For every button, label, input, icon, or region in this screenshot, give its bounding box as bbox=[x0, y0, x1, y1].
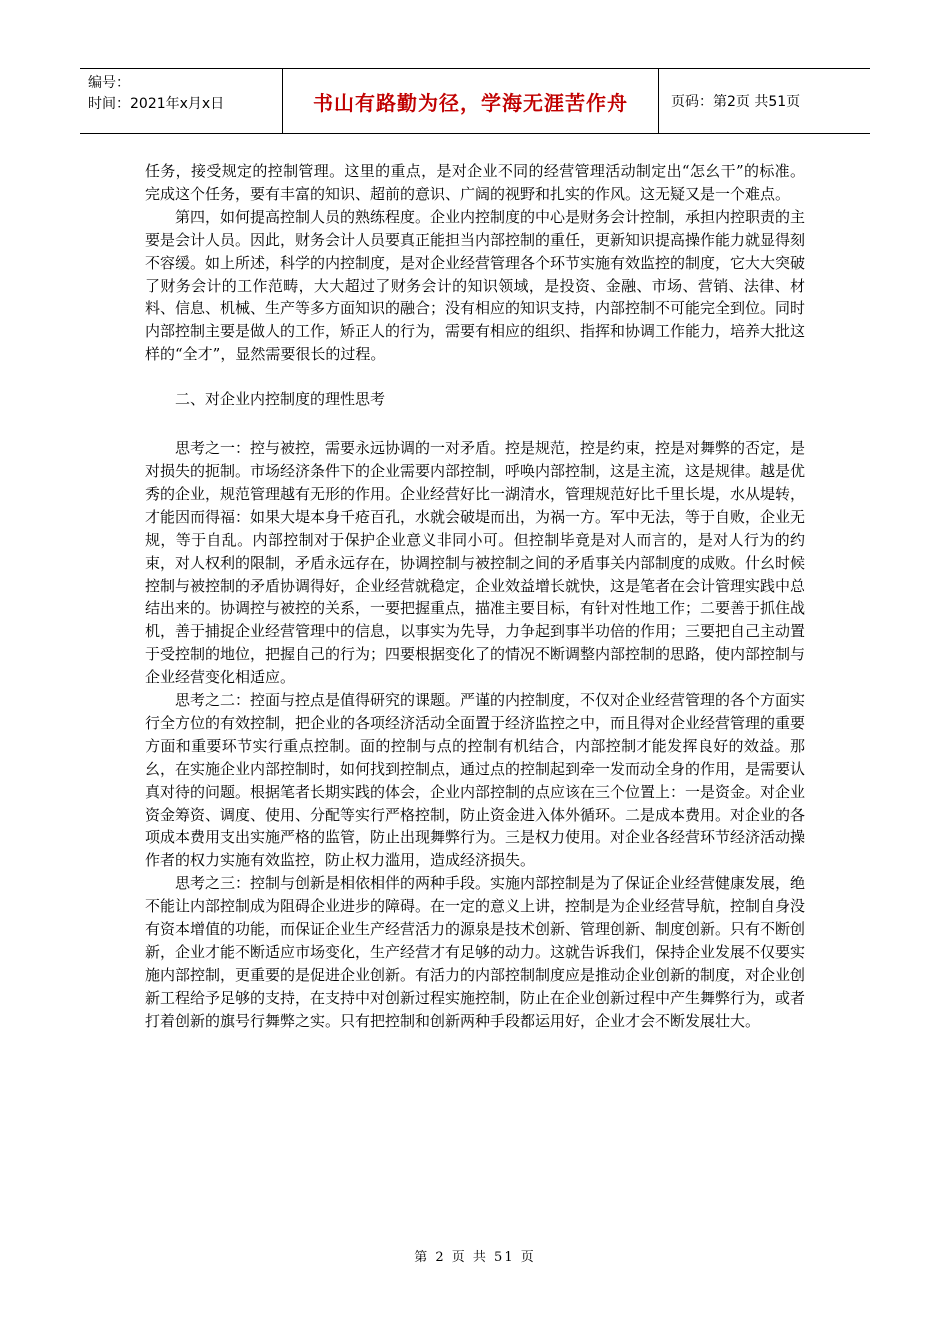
header-page-info: 页码：第2页 共51页 bbox=[671, 94, 801, 110]
paragraph-point-four: 第四，如何提高控制人员的熟练程度。企业内控制度的中心是财务会计控制，承担内控职责的主要是会计人员。因此，财务会计人员要真正能担当内部控制的重任，更新知识提高操作能力就显得刻不容缓。如上所述，科学的内控制度，是对企业经营管理各个环节实施有效监控的制度，它大大突破了财务会计的工作范畴，大大超过了财务会计的知识领域，是投资、金融、市场、营销、法律、材料、信息、机械、生产等多方面知识的融合；没有相应的知识支持，内部控制不可能完全到位。同时内部控制主要是做人的工作，矫正人的行为，需要有相应的组织、指挥和协调工作能力，培养大批这样的“全才”，显然需要很长的过程。 bbox=[145, 207, 806, 364]
section-heading: 二、对企业内控制度的理性思考 bbox=[175, 390, 386, 409]
document-time-label: 时间：2021年x月x日 bbox=[88, 96, 225, 112]
paragraph-reflection-two: 思考之二：控面与控点是值得研究的课题。严谨的内控制度，不仅对企业经营管理的各个方面实行全方位的有效控制，把企业的各项经济活动全面置于经济监控之中，而且得对企业经营管理的重要方面和重要环节实行重点控制。面的控制与点的控制有机结合，内部控制才能发挥良好的效益。那幺，在实施企业内部控制时，如何找到控制点，通过点的控制起到牵一发而动全身的作用，是需要认真对待的问题。根据笔者长期实践的体会，企业内部控制的点应该在三个位置上：一是资金。对企业资金筹资、调度、使用、分配等实行严格控制，防止资金进入体外循环。二是成本费用。对企业的各项成本费用支出实施严格的监管，防止出现舞弊行为。三是权力使用。对企业各经营环节经济活动操作者的权力实施有效监控，防止权力滥用，造成经济损失。 bbox=[145, 691, 806, 870]
paragraph-reflection-one: 思考之一：控与被控，需要永远协调的一对矛盾。控是规范，控是约束，控是对舞弊的否定，是对损失的扼制。市场经济条件下的企业需要内部控制，呼唤内部控制，这是主流，这是规律。越是优秀的企业，规范管理越有无形的作用。企业经营好比一湖清水，管理规范好比千里长堤，水从堤转，才能因而得福：如果大堤本身千疮百孔，水就会破堤而出，为祸一方。军中无法，等于自败，企业无规，等于自乱。内部控制对于保护企业意义非同小可。但控制毕竟是对人而言的，是对人行为的约束，对人权利的限制，矛盾永远存在，协调控制与被控制之间的矛盾事关内部制度的成败。什幺时候控制与被控制的矛盾协调得好，企业经营就稳定，企业效益增长就快，这是笔者在会计管理实践中总结出来的。协调控与被控的关系，一要把握重点，描准主要目标，有针对性地工作；二要善于抓住战机，善于捕捉企业经营管理中的信息，以事实为先导，力争起到事半功倍的作用；三要把自己主动置于受控制的地位，把握自己的行为；四要根据变化了的情况不断调整内部控制的思路，使内部控制与企业经营变化相适应。 bbox=[145, 439, 806, 687]
page-header bbox=[80, 68, 870, 134]
paragraph-continuation: 任务，接受规定的控制管理。这里的重点，是对企业不同的经营管理活动制定出“怎幺干”的标准。完成这个任务，要有丰富的知识、超前的意识、广阔的视野和扎实的作风。这无疑又是一个难点。 bbox=[145, 162, 805, 203]
header-meta bbox=[80, 69, 283, 133]
document-number-label: 编号： bbox=[88, 75, 130, 91]
document-body bbox=[145, 160, 805, 1033]
paragraph-reflection-three: 思考之三：控制与创新是相依相伴的两种手段。实施内部控制是为了保证企业经营健康发展，绝不能让内部控制成为阻碍企业进步的障碍。在一定的意义上讲，控制是为企业经营导航，控制自身没有资本增值的功能，而保证企业生产经营活力的源泉是技术创新、管理创新、制度创新。只有不断创新，企业才能不断适应市场变化，生产经营才有足够的动力。这就告诉我们，保持企业发展不仅要实施内部控制，更重要的是促进企业创新。有活力的内部控制制度应是推动企业创新的制度，对企业创新工程给予足够的支持，在支持中对创新过程实施控制，防止在企业创新过程中产生舞弊行为，或者打着创新的旗号行舞弊之实。只有把控制和创新两种手段都运用好，企业才会不断发展壮大。 bbox=[145, 874, 806, 1030]
header-motto: 书山有路勤为径，学海无涯苦作舟 bbox=[283, 69, 659, 133]
page-footer: 第 2 页 共 51 页 bbox=[414, 1250, 536, 1265]
